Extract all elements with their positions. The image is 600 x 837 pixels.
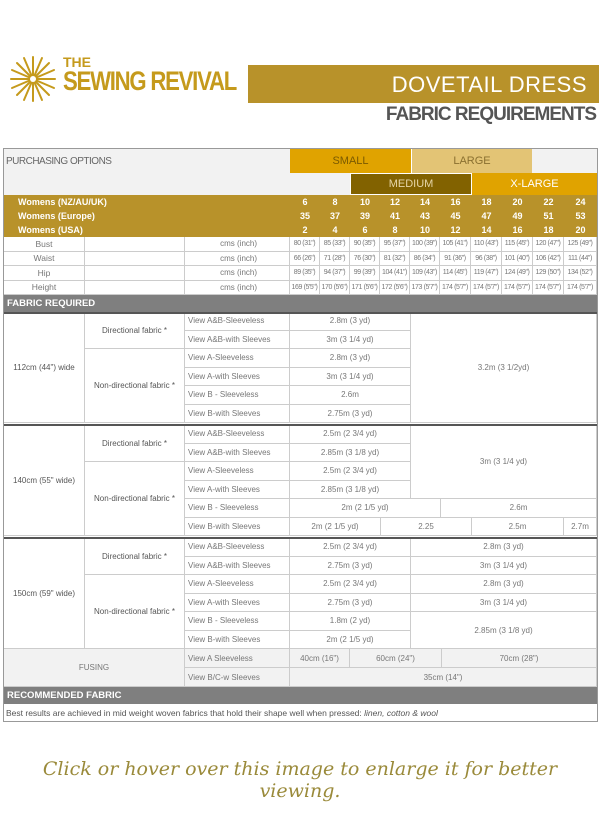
non-directional-label: Non-directional fabric * bbox=[85, 575, 185, 649]
measurement-value: 95 (37") bbox=[380, 237, 410, 252]
measurement-value: 134 (52") bbox=[564, 266, 597, 281]
fabric-amount: 2.5m (2 3/4 yd) bbox=[290, 462, 411, 481]
fabric-amount: 2.85m (3 1/8 yd) bbox=[290, 481, 411, 500]
size-value: 22 bbox=[543, 197, 554, 207]
fusing-label: FUSING bbox=[4, 649, 185, 687]
view-label: View B-with Sleeves bbox=[185, 405, 290, 424]
fabric-amount: 2.85m (3 1/8 yd) bbox=[290, 444, 411, 463]
recommended-heading: RECOMMENDED FABRIC bbox=[4, 687, 597, 704]
view-label: View A&B-with Sleeves bbox=[185, 444, 290, 463]
page-title: DOVETAIL DRESS bbox=[391, 72, 587, 97]
size-value: 14 bbox=[419, 197, 430, 207]
size-value: 10 bbox=[419, 225, 430, 235]
view-label: View B-with Sleeves bbox=[185, 518, 290, 537]
fabric-amount: 3m (3 1/4 yd) bbox=[411, 557, 597, 576]
measurement-value: 100 (39") bbox=[410, 237, 440, 252]
fusing-amount: 40cm (16") bbox=[290, 649, 350, 668]
measurement-value: 174 (5'7") bbox=[440, 281, 471, 296]
measurement-unit: cms (inch) bbox=[185, 252, 290, 267]
view-label: View B-with Sleeves bbox=[185, 631, 290, 650]
fabric-width-label: 150cm (59" wide) bbox=[4, 538, 85, 649]
measurement-label: Height bbox=[4, 281, 85, 296]
fabric-amount: 3m (3 1/4 yd) bbox=[290, 331, 411, 350]
measurement-value: 94 (37") bbox=[320, 266, 350, 281]
measurement-value: 71 (28") bbox=[320, 252, 350, 267]
fabric-amount: 2.8m (3 yd) bbox=[290, 312, 411, 331]
fabric-amount: 2.5m (2 3/4 yd) bbox=[290, 575, 411, 594]
measurement-spacer bbox=[85, 266, 185, 281]
size-value: 10 bbox=[359, 197, 370, 207]
view-label: View A&B-Sleeveless bbox=[185, 312, 290, 331]
size-value: 53 bbox=[575, 211, 586, 221]
fabric-amount: 2.7m bbox=[564, 518, 597, 537]
fusing-amount: 60cm (24") bbox=[350, 649, 442, 668]
measurement-value: 81 (32") bbox=[380, 252, 410, 267]
measurement-value: 115 (45") bbox=[502, 237, 533, 252]
starburst-icon bbox=[8, 54, 58, 104]
measurement-value: 101 (40") bbox=[502, 252, 533, 267]
brand-line1: THE bbox=[63, 54, 91, 70]
view-label: View A-with Sleeves bbox=[185, 594, 290, 613]
measurement-value: 90 (35") bbox=[350, 237, 380, 252]
brand-logo bbox=[8, 54, 244, 104]
measurement-value: 174 (5'7") bbox=[533, 281, 564, 296]
measurement-value: 89 (35") bbox=[290, 266, 320, 281]
measurement-label: Hip bbox=[4, 266, 85, 281]
size-value: 12 bbox=[389, 197, 400, 207]
fabric-amount: 2.75m (3 yd) bbox=[290, 405, 411, 424]
size-small-badge: SMALL bbox=[290, 149, 411, 173]
fabric-amount: 2.6m bbox=[290, 386, 411, 405]
measurement-value: 129 (50") bbox=[533, 266, 564, 281]
measurement-value: 124 (49") bbox=[502, 266, 533, 281]
view-label: View A-Sleeveless bbox=[185, 349, 290, 368]
fabric-amount-large-sizes: 3m (3 1/4 yd) bbox=[411, 425, 597, 499]
title-bar bbox=[248, 65, 599, 103]
measurement-value: 104 (41") bbox=[380, 266, 410, 281]
fabric-amount: 2m (2 1/5 yd) bbox=[290, 518, 381, 537]
recommended-text bbox=[4, 704, 597, 722]
measurement-spacer bbox=[85, 281, 185, 296]
directional-label: Directional fabric * bbox=[85, 312, 185, 349]
size-xlarge-badge: X-LARGE bbox=[472, 173, 597, 195]
measurement-value: 80 (31") bbox=[290, 237, 320, 252]
page-subtitle: FABRIC REQUIREMENTS bbox=[385, 104, 596, 125]
size-value: 20 bbox=[575, 225, 586, 235]
fusing-view-a: View A Sleeveless bbox=[185, 649, 290, 668]
non-directional-label: Non-directional fabric * bbox=[85, 349, 185, 423]
measurement-value: 170 (5'6") bbox=[320, 281, 350, 296]
measurement-value: 171 (5'6") bbox=[350, 281, 380, 296]
view-label: View A-Sleeveless bbox=[185, 462, 290, 481]
fabric-amount: 2.8m (3 yd) bbox=[290, 349, 411, 368]
measurement-unit: cms (inch) bbox=[185, 266, 290, 281]
fabric-amount: 3m (3 1/4 yd) bbox=[411, 594, 597, 613]
measurement-value: 174 (5'7") bbox=[471, 281, 502, 296]
size-system-label: Womens (NZ/AU/UK) bbox=[18, 197, 107, 207]
measurement-value: 110 (43") bbox=[471, 237, 502, 252]
size-value: 37 bbox=[329, 211, 340, 221]
fabric-amount: 1.8m (2 yd) bbox=[290, 612, 411, 631]
size-value: 43 bbox=[419, 211, 430, 221]
enlarge-hint[interactable]: Click or hover over this image to enlarge it for better viewing. bbox=[42, 758, 558, 802]
measurement-unit: cms (inch) bbox=[185, 237, 290, 252]
measurement-value: 105 (41") bbox=[440, 237, 471, 252]
measurement-value: 120 (47") bbox=[533, 237, 564, 252]
size-value: 12 bbox=[450, 225, 461, 235]
view-label: View A&B-Sleeveless bbox=[185, 425, 290, 444]
measurement-spacer bbox=[85, 237, 185, 252]
fabric-amount: 2.8m (3 yd) bbox=[411, 538, 597, 557]
view-label: View B - Sleeveless bbox=[185, 612, 290, 631]
size-value: 8 bbox=[392, 225, 398, 235]
size-value: 39 bbox=[359, 211, 370, 221]
size-value: 35 bbox=[299, 211, 310, 221]
measurement-value: 111 (44") bbox=[564, 252, 597, 267]
measurement-value: 169 (5'5") bbox=[290, 281, 320, 296]
view-label: View A-Sleeveless bbox=[185, 575, 290, 594]
view-label: View A&B-Sleeveless bbox=[185, 538, 290, 557]
size-value: 41 bbox=[389, 211, 400, 221]
measurement-value: 85 (33") bbox=[320, 237, 350, 252]
size-value: 4 bbox=[332, 225, 338, 235]
measurement-value: 76 (30") bbox=[350, 252, 380, 267]
measurement-value: 66 (26") bbox=[290, 252, 320, 267]
section-divider bbox=[4, 312, 597, 314]
fabric-amount: 2.75m (3 yd) bbox=[290, 557, 411, 576]
view-label: View B - Sleeveless bbox=[185, 386, 290, 405]
size-value: 14 bbox=[481, 225, 492, 235]
measurement-unit: cms (inch) bbox=[185, 281, 290, 296]
size-large-badge: LARGE bbox=[411, 149, 532, 173]
measurement-value: 172 (5'6") bbox=[380, 281, 410, 296]
measurement-value: 86 (34") bbox=[410, 252, 440, 267]
size-value: 47 bbox=[481, 211, 492, 221]
size-value: 6 bbox=[362, 225, 368, 235]
measurement-value: 114 (45") bbox=[440, 266, 471, 281]
fabric-required-heading: FABRIC REQUIRED bbox=[4, 295, 597, 312]
view-label: View B - Sleeveless bbox=[185, 499, 290, 518]
size-value: 24 bbox=[575, 197, 586, 207]
brand-line2: SEWING REVIVAL bbox=[63, 66, 237, 96]
size-value: 2 bbox=[302, 225, 308, 235]
fabric-amount: 2.6m bbox=[441, 499, 597, 518]
directional-label: Directional fabric * bbox=[85, 538, 185, 575]
fusing-amount: 35cm (14") bbox=[290, 668, 597, 687]
size-medium-badge: MEDIUM bbox=[350, 173, 472, 195]
fabric-amount: 2.85m (3 1/8 yd) bbox=[411, 612, 597, 649]
non-directional-label: Non-directional fabric * bbox=[85, 462, 185, 536]
view-label: View A&B-with Sleeves bbox=[185, 331, 290, 350]
view-label: View A&B-with Sleeves bbox=[185, 557, 290, 576]
size-value: 6 bbox=[302, 197, 308, 207]
purchasing-options-label: PURCHASING OPTIONS bbox=[6, 155, 112, 167]
view-label: View A-with Sleeves bbox=[185, 481, 290, 500]
measurement-value: 174 (5'7") bbox=[502, 281, 533, 296]
size-system-label: Womens (Europe) bbox=[18, 211, 95, 221]
measurement-value: 119 (47") bbox=[471, 266, 502, 281]
view-label: View A-with Sleeves bbox=[185, 368, 290, 387]
size-value: 8 bbox=[332, 197, 338, 207]
fabric-amount: 2m (2 1/5 yd) bbox=[290, 499, 441, 518]
measurement-value: 106 (42") bbox=[533, 252, 564, 267]
size-value: 18 bbox=[481, 197, 492, 207]
measurement-value: 174 (5'7") bbox=[564, 281, 597, 296]
fabric-amount: 2.5m (2 3/4 yd) bbox=[290, 538, 411, 557]
section-divider bbox=[4, 424, 597, 426]
measurement-spacer bbox=[85, 252, 185, 267]
fabric-amount: 2.25 bbox=[381, 518, 472, 537]
fabric-amount: 3m (3 1/4 yd) bbox=[290, 368, 411, 387]
section-divider bbox=[4, 537, 597, 539]
measurement-value: 91 (36") bbox=[440, 252, 471, 267]
measurement-label: Bust bbox=[4, 237, 85, 252]
fabric-width-label: 140cm (55" wide) bbox=[4, 425, 85, 536]
size-value: 20 bbox=[512, 197, 523, 207]
size-value: 16 bbox=[512, 225, 523, 235]
size-value: 49 bbox=[512, 211, 523, 221]
size-value: 45 bbox=[450, 211, 461, 221]
fusing-view-bc: View B/C-w Sleeves bbox=[185, 668, 290, 687]
size-value: 16 bbox=[450, 197, 461, 207]
fabric-width-label: 112cm (44") wide bbox=[4, 312, 85, 423]
recommended-fabrics: linen, cotton & wool bbox=[364, 708, 438, 718]
directional-label: Directional fabric * bbox=[85, 425, 185, 462]
fabric-amount: 2.5m (2 3/4 yd) bbox=[290, 425, 411, 444]
fabric-amount: 2.8m (3 yd) bbox=[411, 575, 597, 594]
measurement-value: 96 (38") bbox=[471, 252, 502, 267]
fabric-amount-large-sizes: 3.2m (3 1/2yd) bbox=[411, 312, 597, 423]
recommended-sentence: Best results are achieved in mid weight woven fabrics that hold their shape well when pressed: bbox=[6, 708, 365, 718]
measurement-value: 125 (49") bbox=[564, 237, 597, 252]
measurement-value: 173 (5'7") bbox=[410, 281, 440, 296]
fusing-amount: 70cm (28") bbox=[442, 649, 597, 668]
fabric-amount: 2.5m bbox=[472, 518, 564, 537]
size-value: 18 bbox=[543, 225, 554, 235]
size-value: 51 bbox=[543, 211, 554, 221]
fabric-amount: 2m (2 1/5 yd) bbox=[290, 631, 411, 650]
measurement-value: 99 (39") bbox=[350, 266, 380, 281]
size-system-label: Womens (USA) bbox=[18, 225, 83, 235]
measurement-value: 109 (43") bbox=[410, 266, 440, 281]
measurement-label: Waist bbox=[4, 252, 85, 267]
fabric-amount: 2.75m (3 yd) bbox=[290, 594, 411, 613]
